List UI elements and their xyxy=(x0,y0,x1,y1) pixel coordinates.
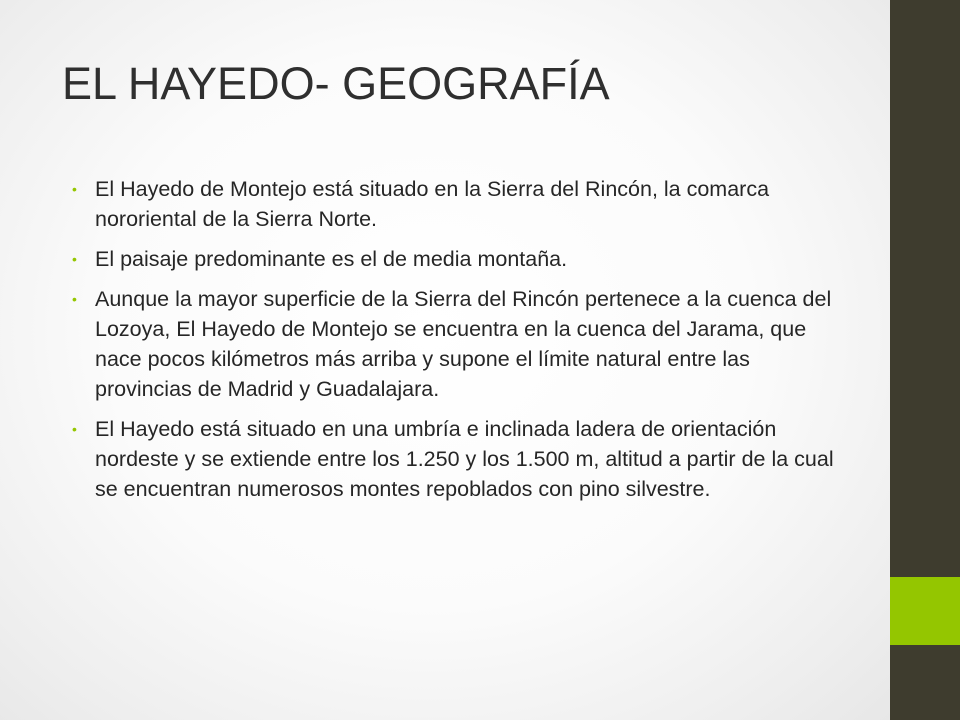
bullet-text: El Hayedo está situado en una umbría e inclinada ladera de orientación nordeste y se extiende entre los 1.250 y los 1.500 m, altitud a partir de la cual se encuentran numerosos montes repoblados con pino silvestre. xyxy=(95,417,834,501)
list-item xyxy=(72,244,842,274)
bullet-text: El Hayedo de Montejo está situado en la Sierra del Rincón, la comarca nororiental de la Sierra Norte. xyxy=(95,177,770,231)
bullet-list xyxy=(72,174,842,514)
bullet-icon: • xyxy=(72,181,77,197)
bullet-icon: • xyxy=(72,291,77,307)
bullet-icon: • xyxy=(72,251,77,267)
bullet-text: El paisaje predominante es el de media montaña. xyxy=(95,247,568,271)
list-item xyxy=(72,284,842,404)
bullet-text: Aunque la mayor superficie de la Sierra del Rincón pertenece a la cuenca del Lozoya, El Hayedo de Montejo se encuentra en la cuenca del Jarama, que nace pocos kilómetros más arriba y supone el límite natural entre las provincias de Madrid y Guadalajara. xyxy=(95,287,832,401)
list-item xyxy=(72,414,842,504)
bullet-icon: • xyxy=(72,421,77,437)
list-item xyxy=(72,174,842,234)
accent-block xyxy=(890,577,960,645)
page-title: EL HAYEDO- GEOGRAFÍA xyxy=(62,58,610,109)
